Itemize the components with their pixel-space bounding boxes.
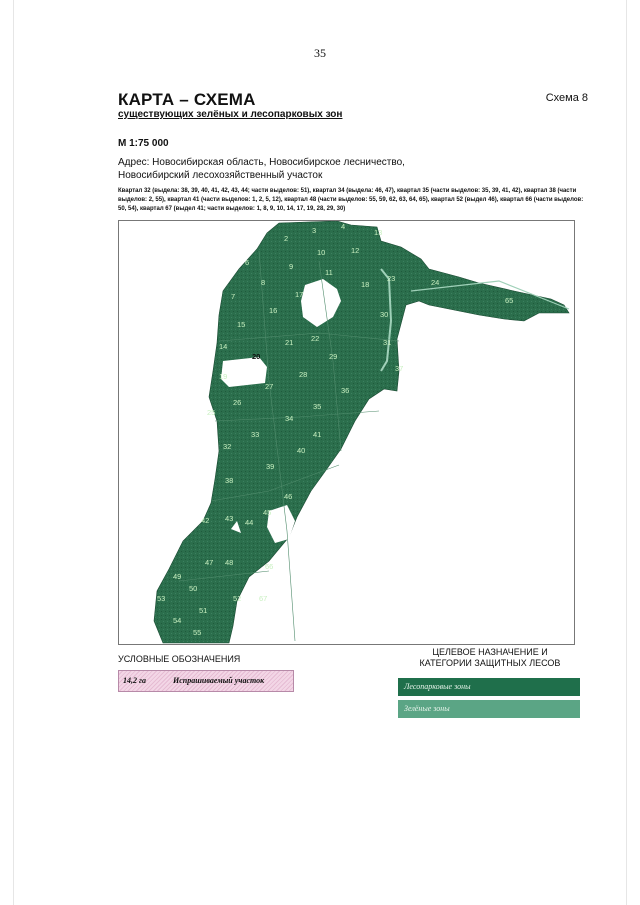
- quarter-label-29: 29: [329, 352, 338, 361]
- quarter-label-36: 36: [341, 386, 350, 395]
- quarter-label-54: 54: [173, 616, 182, 625]
- quarter-label-53: 53: [157, 594, 166, 603]
- address-line-2: Новосибирский лесохозяйственный участок: [118, 170, 323, 181]
- category-forest-park: Лесопарковые зоны: [398, 678, 580, 696]
- quarter-label-12: 12: [351, 246, 360, 255]
- map-scale: М 1:75 000: [118, 138, 169, 149]
- quarter-label-15: 15: [237, 320, 246, 329]
- quarter-label-45: 45: [263, 508, 272, 517]
- quarter-label-66: 66: [265, 562, 274, 571]
- forest-map: [119, 221, 574, 644]
- quarter-label-10: 10: [317, 248, 326, 257]
- quarter-label-42: 42: [201, 516, 210, 525]
- legend-heading: УСЛОВНЫЕ ОБОЗНАЧЕНИЯ: [118, 654, 241, 664]
- quarter-label-48: 48: [225, 558, 234, 567]
- quarter-label-3: 3: [312, 226, 317, 235]
- quarter-label-17: 17: [295, 290, 304, 299]
- quarter-label-13: 13: [374, 228, 383, 237]
- quarter-label-49: 49: [173, 572, 182, 581]
- quarter-label-25: 25: [207, 408, 216, 417]
- quarter-label-52: 52: [233, 594, 242, 603]
- quarter-label-50: 50: [189, 584, 198, 593]
- quarter-label-43: 43: [225, 514, 234, 523]
- legend-requested-plot: [118, 670, 294, 692]
- clearing-small: [329, 461, 349, 483]
- quarter-label-41: 41: [313, 430, 322, 439]
- quarter-label-9: 9: [289, 262, 294, 271]
- quarter-label-27: 27: [265, 382, 274, 391]
- categories-heading-line2: КАТЕГОРИИ ЗАЩИТНЫХ ЛЕСОВ: [419, 658, 561, 668]
- requested-plot: [221, 357, 267, 387]
- quarter-label-26: 26: [233, 398, 242, 407]
- quarter-label-7: 7: [231, 292, 236, 301]
- map-title: КАРТА – СХЕМА: [118, 90, 256, 109]
- quarter-label-46: 46: [284, 492, 293, 501]
- quarter-label-22: 22: [311, 334, 320, 343]
- quarter-label-19: 19: [219, 372, 228, 381]
- quarter-label-65: 65: [505, 296, 514, 305]
- quarter-label-30: 30: [380, 310, 389, 319]
- map-subtitle: существующих зелёных и лесопарковых зон: [118, 109, 343, 120]
- legend-area-value: 14,2 га: [123, 676, 146, 685]
- quarter-label-51: 51: [199, 606, 208, 615]
- quarter-label-40: 40: [297, 446, 306, 455]
- quarter-label-14: 14: [219, 342, 228, 351]
- quarter-label-38: 38: [225, 476, 234, 485]
- category-green-zone: Зелёные зоны: [398, 700, 580, 718]
- quarter-label-8: 8: [261, 278, 266, 287]
- quarter-label-28: 28: [299, 370, 308, 379]
- quarter-label-32: 32: [223, 442, 232, 451]
- address-line-1: Адрес: Новосибирская область, Новосибирское лесничество,: [118, 157, 405, 168]
- quarter-label-4: 4: [341, 222, 346, 231]
- quarter-label-24: 24: [431, 278, 440, 287]
- legend-label: Испрашиваемый участок: [173, 676, 265, 685]
- quarter-label-18: 18: [361, 280, 370, 289]
- categories-heading-line1: ЦЕЛЕВОЕ НАЗНАЧЕНИЕ И: [432, 647, 548, 657]
- quarter-label-55: 55: [193, 628, 202, 637]
- quarter-label-23: 23: [387, 274, 396, 283]
- quarter-label-2: 2: [284, 234, 289, 243]
- quarter-label-34: 34: [285, 414, 294, 423]
- quarter-label-47: 47: [205, 558, 214, 567]
- quarter-label-35: 35: [313, 402, 322, 411]
- quarter-label-44: 44: [245, 518, 254, 527]
- quarter-label-16: 16: [269, 306, 278, 315]
- quarter-label-39: 39: [266, 462, 275, 471]
- scheme-number: Схема 8: [545, 92, 588, 104]
- page-number: 35: [314, 46, 326, 60]
- quarter-label-20: 20: [252, 352, 261, 361]
- quarter-label-67: 67: [259, 594, 268, 603]
- quarter-label-11: 11: [325, 268, 333, 277]
- quarter-label-6: 6: [245, 258, 250, 267]
- quarter-label-31: 31: [383, 338, 392, 347]
- plots-description: Квартал 32 (выдела: 38, 39, 40, 41, 42, 43, 44; части выделов: 51), квартал 34 (выдела: 46, 47), квартал 35 (части выделов: 35, 39, 41, 42), квартал 38 (части выделов: 2, 55), квартал 41 (части выделов: 1, 2, 5, 12), квартал 48 (части выделов: 55, 59, 62, 63, 64, 65), квартал 52 (выдел 46), квартал 66 (части выделов: 50, 54), квартал 67 (выдел 41; части выделов: 1, 8, 9, 10, 14, 17, 19, 28, 29, 30): [118, 188, 584, 212]
- quarter-label-33: 33: [251, 430, 260, 439]
- map-frame: [118, 220, 575, 645]
- quarter-label-37: 37: [395, 364, 404, 373]
- quarter-label-21: 21: [285, 338, 294, 347]
